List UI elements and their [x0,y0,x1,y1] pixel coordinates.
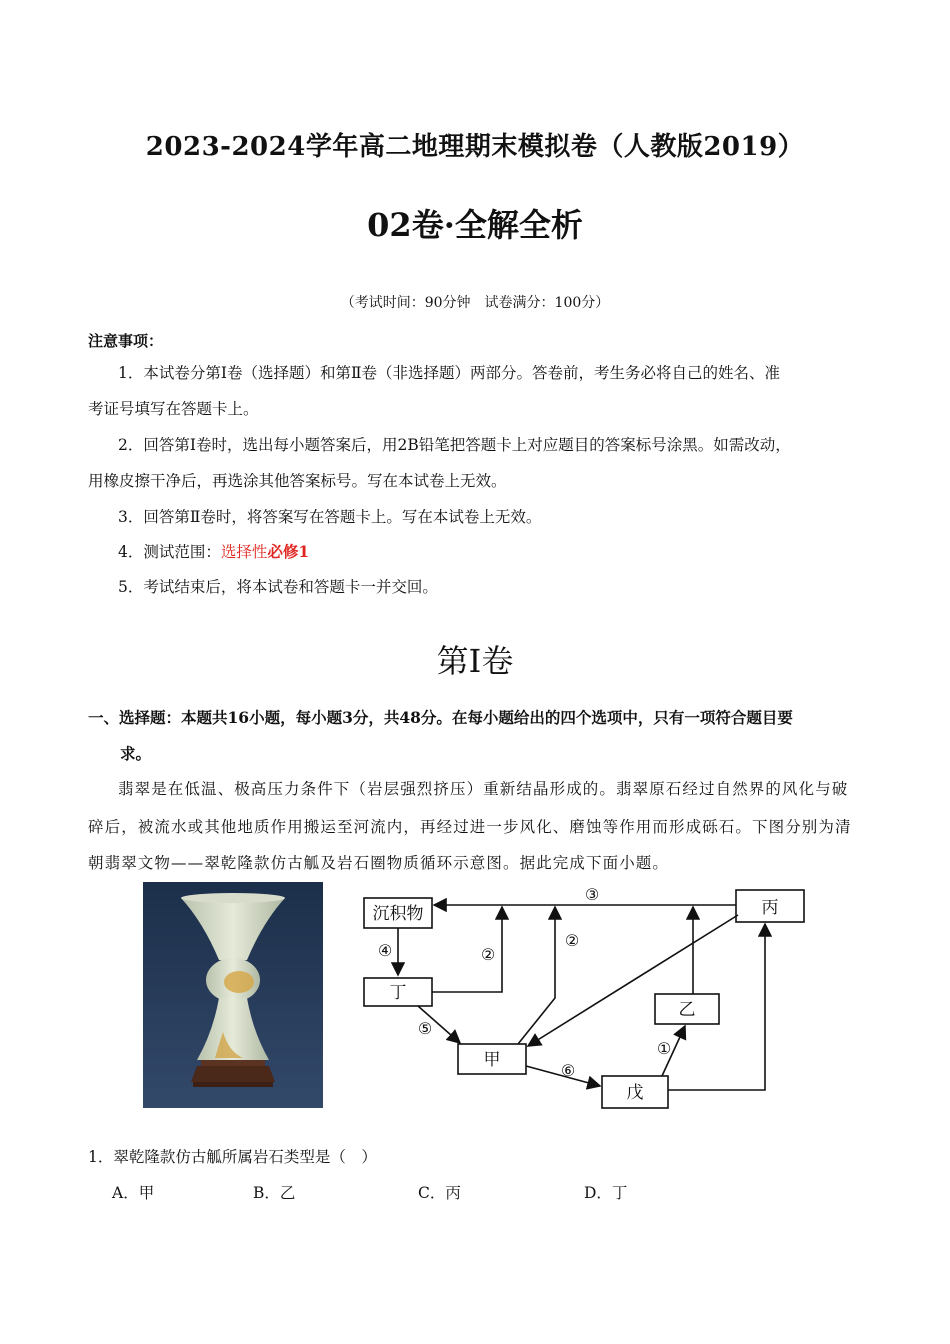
arrow-label-5: ⑤ [417,1019,433,1038]
label-sediment: 沉积物 [372,904,424,924]
label-jia: 甲 [483,1050,501,1070]
notice-item-1-line-1: 1．本试卷分第Ⅰ卷（选择题）和第Ⅱ卷（非选择题）两部分。答卷前，考生务必将自己的姓名、准 [118,364,781,382]
arrow-label-4: ④ [377,941,393,960]
label-wu: 戊 [626,1083,644,1103]
notice-item-2-line-1: 2．回答第Ⅰ卷时，选出每小题答案后，用2B铅笔把答题卡上对应题目的答案标号涂黑。如需改动， [118,436,791,454]
section-title: 第Ⅰ卷 [436,642,514,680]
exam-info: （考试时间：90分钟 试卷满分：100分） [340,295,610,311]
notice-heading: 注意事项： [88,332,164,350]
question-1-option-b[interactable]: B．乙 [253,1184,296,1202]
notice-item-4-scope: 选择性 [220,543,268,561]
jade-vase-photo [143,882,323,1108]
document-subtitle: 02卷·全解全析 [367,206,583,244]
question-1-option-c[interactable]: C．丙 [418,1184,461,1202]
arrow-label-2-mid: ② [564,931,580,950]
notice-item-3: 3．回答第Ⅱ卷时，将答案写在答题卡上。写在本试卷上无效。 [118,508,542,526]
arrow-label-3: ③ [584,885,600,904]
question-1-option-a[interactable]: A．甲 [112,1184,155,1202]
section-heading-line-2: 求。 [120,744,152,763]
question-1-stem: 1．翠乾隆款仿古觚所属岩石类型是（ ） [88,1148,377,1166]
label-yi: 乙 [678,1000,696,1020]
notice-item-5: 5．考试结束后，将本试卷和答题卡一并交回。 [118,578,438,596]
notice-item-4-scope-bold: 必修1 [267,542,310,561]
question-1-option-d[interactable]: D．丁 [584,1184,628,1202]
passage-line-2: 碎后，被流水或其他地质作用搬运至河流内，再经过进一步风化、磨蚀等作用而形成砾石。下图分别为清 [88,818,852,836]
notice-item-1-line-2: 考证号填写在答题卡上。 [88,400,259,418]
label-bing: 丙 [761,898,779,918]
arrow-2-mid [518,907,555,1044]
arrow-label-6: ⑥ [560,1061,576,1080]
rock-cycle-diagram [350,880,820,1120]
arrow-bing-jia [528,915,738,1046]
arrow-label-2-left: ② [480,945,496,964]
notice-item-4 [118,541,309,563]
document-title: 2023-2024学年高二地理期末模拟卷（人教版2019） [145,132,805,162]
notice-item-4-prefix: 4．测试范围： [118,543,221,561]
passage-line-3: 朝翡翠文物——翠乾隆款仿古觚及岩石圈物质循环示意图。据此完成下面小题。 [88,854,670,872]
passage-line-1: 翡翠是在低温、极高压力条件下（岩层强烈挤压）重新结晶形成的。翡翠原石经过自然界的风化与破 [118,780,849,798]
label-ding: 丁 [389,983,407,1003]
arrow-label-1: ① [656,1039,672,1058]
section-heading-line-1: 一、选择题：本题共16小题，每小题3分，共48分。在每小题给出的四个选项中，只有一项符合题目要 [88,708,793,727]
notice-item-2-line-2: 用橡皮擦干净后，再选涂其他答案标号。写在本试卷上无效。 [88,472,507,490]
